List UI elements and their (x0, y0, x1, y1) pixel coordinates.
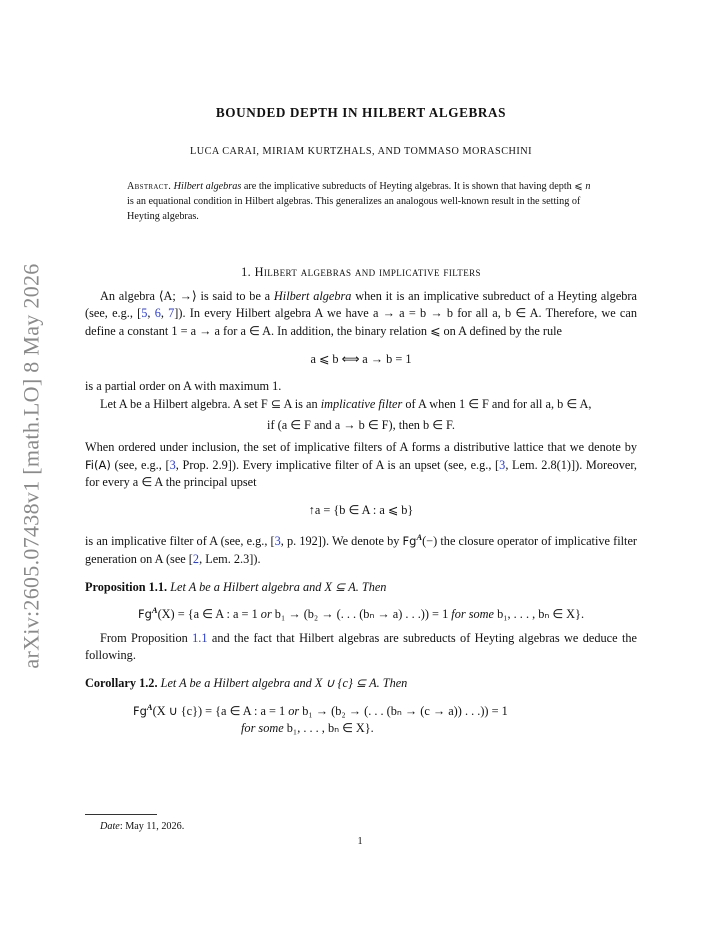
paper-authors: LUCA CARAI, MIRIAM KURTZHALS, AND TOMMASO MORASCHINI (190, 145, 532, 157)
defined-term: implicative filter (320, 396, 403, 411)
display-filter-condition: if (a ∈ F and a → b ∈ F), then b ∈ F. (267, 418, 455, 433)
footnote-date (100, 821, 184, 832)
formula-part: (X) = {a ∈ A : a = 1 (157, 607, 261, 622)
arxiv-identifier-text: arXiv:2605.07438v1 [math.LO] 8 May 2026 (19, 263, 45, 669)
citation-link[interactable]: 5 (141, 306, 148, 321)
math-superscript: A (151, 605, 158, 616)
corollary-formula-continued (85, 720, 637, 738)
section-heading: 1. Hilbert algebras and implicative filters (241, 265, 481, 280)
formula-word: for some (241, 721, 284, 736)
formula-word: or (260, 607, 272, 622)
math-operator: Fg (133, 703, 147, 718)
paragraph-deduction (85, 630, 637, 665)
citation-link[interactable]: 3 (499, 457, 506, 472)
text-span: , Lem. 2.8(1)]). Moreover, for every a ∈ A the principal upset (85, 457, 637, 490)
paragraph-definition (85, 288, 637, 341)
formula-part: b₁, . . . , bₙ ∈ X}. (494, 607, 585, 622)
paper-content (85, 98, 637, 738)
abstract-variable: n (585, 181, 591, 193)
display-principal-upset: ↑a = {b ∈ A : a ⩽ b} (308, 502, 414, 517)
text-span: An algebra ⟨A; →⟩ is said to be a (100, 288, 274, 303)
text-span: (see, e.g., [ (110, 457, 170, 472)
text-span: , Prop. 2.9]). Every implicative filter of A is an upset (see, e.g., [ (175, 457, 500, 472)
abstract-text-1: are the implicative subreducts of Heyting algebras. It is shown that having depth ⩽ (241, 181, 586, 193)
defined-term: Hilbert algebra (273, 288, 352, 303)
formula-word: for some (451, 607, 494, 622)
text-span: , (160, 306, 169, 321)
text-span: of A when 1 ∈ F and for all a, b ∈ A, (402, 396, 592, 411)
footnote-text: : May 11, 2026. (119, 821, 185, 832)
page-number: 1 (357, 836, 363, 847)
math-superscript: A (146, 701, 153, 712)
math-operator: Fi(A) (85, 457, 111, 472)
abstract-term: Hilbert algebras (173, 181, 242, 193)
proposition-formula (85, 602, 637, 624)
proposition-statement (85, 579, 637, 597)
footnote-label: Date (100, 821, 120, 832)
corollary-statement (85, 675, 637, 693)
paper-title: BOUNDED DEPTH IN HILBERT ALGEBRAS (215, 105, 507, 120)
corollary-formula (85, 699, 637, 721)
text-span: Let A be a Hilbert algebra. A set F ⊆ A is an (100, 396, 321, 411)
math-operator: Fg (402, 534, 417, 549)
text-span: (−) the closure operator of implicative filter generation on A (see [ (85, 534, 637, 566)
cross-reference-link[interactable]: 1.1 (192, 630, 208, 645)
text-span: , (147, 306, 155, 321)
citation-link[interactable]: 3 (169, 457, 176, 472)
abstract-label: Abstract. (127, 181, 172, 193)
proposition-body: Let A be a Hilbert algebra and X ⊆ A. Then (170, 579, 387, 594)
citation-link[interactable]: 6 (154, 306, 161, 321)
formula-part: b₁ → (b₂ → (. . . (bₙ → (c → a)) . . .)) = 1 (299, 703, 508, 718)
math-superscript: A (416, 532, 423, 543)
math-operator: Fg (137, 607, 152, 622)
text-span: when it is an implicative subreduct of a Heyting algebra (see, e.g., [ (85, 288, 637, 321)
paragraph-implicative-filter (85, 396, 637, 414)
citation-link[interactable]: 7 (168, 306, 175, 321)
abstract (127, 179, 593, 224)
abstract-text-2: is an equational condition in Hilbert algebras. This generalizes an analogous well-known result in the setting of Heyting algebras. (127, 196, 581, 223)
formula-part: b₁ → (b₂ → (. . . (bₙ → a) . . .)) = 1 (271, 607, 452, 622)
corollary-body: Let A be a Hilbert algebra and X ∪ {c} ⊆ A. Then (160, 676, 408, 691)
citation-link[interactable]: 3 (274, 534, 281, 549)
text-span: , Lem. 2.3]). (199, 552, 261, 566)
text-span: ]). In every Hilbert algebra A we have a → a = b → b for all a, b ∈ A. Therefore, we can define a constant 1 = a → a for a ∈ A. In addition, the binary relation ⩽ on A defined by the rule (85, 306, 637, 338)
paragraph-filter-generation (85, 529, 637, 568)
proposition-heading: Proposition 1.1. (85, 579, 168, 594)
text-span: is an implicative filter of A (see, e.g., [ (85, 534, 275, 549)
formula-word: or (288, 703, 300, 718)
text-span: , p. 192]). We denote by (280, 534, 403, 549)
footnote-rule (85, 814, 157, 815)
arxiv-identifier-stamp (12, 246, 52, 686)
paragraph-filter-lattice (85, 439, 637, 492)
formula-part: b₁, . . . , bₙ ∈ X}. (283, 721, 374, 736)
citation-link[interactable]: 2 (192, 552, 200, 566)
formula-part: (X ∪ {c}) = {a ∈ A : a = 1 (152, 703, 289, 718)
text-span: From Proposition (100, 630, 193, 645)
text-span: and the fact that Hilbert algebras are subreducts of Heyting algebras we deduce the following. (85, 630, 637, 663)
paragraph-partial-order: is a partial order on A with maximum 1. (85, 379, 282, 394)
text-span: When ordered under inclusion, the set of implicative filters of A forms a distributive lattice that we denote by (85, 439, 637, 454)
corollary-heading: Corollary 1.2. (85, 676, 158, 691)
display-equation-order: a ⩽ b ⟺ a → b = 1 (310, 351, 412, 366)
